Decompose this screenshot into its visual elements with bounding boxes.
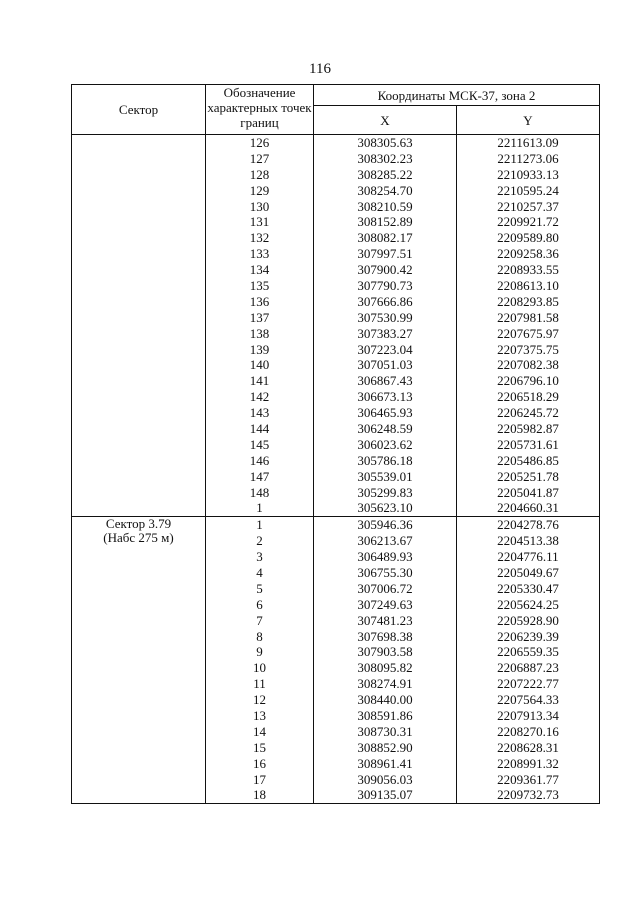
point-cell: 135 [206, 278, 314, 294]
table-row [72, 135, 600, 151]
y-cell: 2210595.24 [457, 183, 600, 199]
x-cell: 308440.00 [314, 692, 457, 708]
x-cell: 308305.63 [314, 135, 457, 151]
x-cell: 308152.89 [314, 214, 457, 230]
x-cell: 306673.13 [314, 389, 457, 405]
point-cell: 130 [206, 199, 314, 215]
y-cell: 2206518.29 [457, 389, 600, 405]
y-cell: 2206245.72 [457, 405, 600, 421]
y-cell: 2205049.67 [457, 565, 600, 581]
y-cell: 2206796.10 [457, 373, 600, 389]
y-cell: 2207082.38 [457, 357, 600, 373]
y-cell: 2205330.47 [457, 581, 600, 597]
y-cell: 2210257.37 [457, 199, 600, 215]
x-cell: 305946.36 [314, 517, 457, 533]
y-cell: 2208270.16 [457, 724, 600, 740]
y-cell: 2204513.38 [457, 533, 600, 549]
x-cell: 305786.18 [314, 453, 457, 469]
x-cell: 307006.72 [314, 581, 457, 597]
y-cell: 2208293.85 [457, 294, 600, 310]
x-cell: 309056.03 [314, 772, 457, 788]
x-cell: 307530.99 [314, 310, 457, 326]
x-cell: 305539.01 [314, 469, 457, 485]
y-cell: 2208613.10 [457, 278, 600, 294]
header-point-designation: Обозначение характерных точек границ [206, 85, 314, 135]
y-cell: 2205251.78 [457, 469, 600, 485]
point-cell: 1 [206, 517, 314, 533]
y-cell: 2207375.75 [457, 342, 600, 358]
point-cell: 11 [206, 676, 314, 692]
point-cell: 16 [206, 756, 314, 772]
point-cell: 133 [206, 246, 314, 262]
x-cell: 308254.70 [314, 183, 457, 199]
header-sector: Сектор [72, 85, 206, 135]
x-cell: 306867.43 [314, 373, 457, 389]
table-row [72, 517, 600, 533]
y-cell: 2207913.34 [457, 708, 600, 724]
x-cell: 309135.07 [314, 788, 457, 804]
point-cell: 6 [206, 597, 314, 613]
x-cell: 305623.10 [314, 500, 457, 516]
point-cell: 129 [206, 183, 314, 199]
y-cell: 2209361.77 [457, 772, 600, 788]
point-cell: 132 [206, 230, 314, 246]
x-cell: 306213.67 [314, 533, 457, 549]
y-cell: 2205982.87 [457, 421, 600, 437]
y-cell: 2207981.58 [457, 310, 600, 326]
x-cell: 308210.59 [314, 199, 457, 215]
point-cell: 4 [206, 565, 314, 581]
x-cell: 306755.30 [314, 565, 457, 581]
sector-cell [72, 517, 206, 804]
table-header [72, 85, 600, 135]
page-number: 116 [309, 61, 331, 77]
point-cell: 127 [206, 151, 314, 167]
x-cell: 307900.42 [314, 262, 457, 278]
x-cell: 306489.93 [314, 549, 457, 565]
x-cell: 307997.51 [314, 246, 457, 262]
x-cell: 308730.31 [314, 724, 457, 740]
coordinates-table [71, 84, 600, 804]
point-cell: 10 [206, 660, 314, 676]
point-cell: 128 [206, 167, 314, 183]
y-cell: 2207564.33 [457, 692, 600, 708]
y-cell: 2209921.72 [457, 214, 600, 230]
y-cell: 2205486.85 [457, 453, 600, 469]
point-cell: 17 [206, 772, 314, 788]
y-cell: 2208628.31 [457, 740, 600, 756]
point-cell: 145 [206, 437, 314, 453]
point-cell: 1 [206, 500, 314, 516]
x-cell: 307383.27 [314, 326, 457, 342]
x-cell: 308852.90 [314, 740, 457, 756]
x-cell: 307481.23 [314, 613, 457, 629]
y-cell: 2206239.39 [457, 629, 600, 645]
point-cell: 3 [206, 549, 314, 565]
table-body [72, 135, 600, 804]
y-cell: 2208933.55 [457, 262, 600, 278]
x-cell: 308095.82 [314, 660, 457, 676]
y-cell: 2205731.61 [457, 437, 600, 453]
y-cell: 2204278.76 [457, 517, 600, 533]
y-cell: 2205928.90 [457, 613, 600, 629]
point-cell: 148 [206, 485, 314, 501]
x-cell: 308302.23 [314, 151, 457, 167]
point-cell: 147 [206, 469, 314, 485]
point-cell: 137 [206, 310, 314, 326]
y-cell: 2209589.80 [457, 230, 600, 246]
y-cell: 2204776.11 [457, 549, 600, 565]
y-cell: 2210933.13 [457, 167, 600, 183]
point-cell: 13 [206, 708, 314, 724]
y-cell: 2207675.97 [457, 326, 600, 342]
x-cell: 306248.59 [314, 421, 457, 437]
x-cell: 308274.91 [314, 676, 457, 692]
point-cell: 134 [206, 262, 314, 278]
point-cell: 14 [206, 724, 314, 740]
sector-cell [72, 135, 206, 517]
point-cell: 142 [206, 389, 314, 405]
point-cell: 18 [206, 788, 314, 804]
x-cell: 307698.38 [314, 629, 457, 645]
y-cell: 2211273.06 [457, 151, 600, 167]
y-cell: 2207222.77 [457, 676, 600, 692]
y-cell: 2209732.73 [457, 788, 600, 804]
point-cell: 144 [206, 421, 314, 437]
y-cell: 2208991.32 [457, 756, 600, 772]
x-cell: 307790.73 [314, 278, 457, 294]
sector-label-line: (Набс 275 м) [103, 530, 174, 546]
point-cell: 8 [206, 629, 314, 645]
x-cell: 307903.58 [314, 645, 457, 661]
x-cell: 308961.41 [314, 756, 457, 772]
y-cell: 2205041.87 [457, 485, 600, 501]
point-cell: 15 [206, 740, 314, 756]
point-cell: 126 [206, 135, 314, 151]
point-cell: 9 [206, 645, 314, 661]
y-cell: 2204660.31 [457, 500, 600, 516]
point-cell: 131 [206, 214, 314, 230]
y-cell: 2205624.25 [457, 597, 600, 613]
point-cell: 146 [206, 453, 314, 469]
x-cell: 307666.86 [314, 294, 457, 310]
point-cell: 7 [206, 613, 314, 629]
point-cell: 139 [206, 342, 314, 358]
point-cell: 136 [206, 294, 314, 310]
point-cell: 138 [206, 326, 314, 342]
header-coordinates: Координаты МСК-37, зона 2 [314, 85, 600, 106]
x-cell: 307051.03 [314, 357, 457, 373]
y-cell: 2211613.09 [457, 135, 600, 151]
x-cell: 306023.62 [314, 437, 457, 453]
point-cell: 143 [206, 405, 314, 421]
x-cell: 308082.17 [314, 230, 457, 246]
point-cell: 5 [206, 581, 314, 597]
point-cell: 12 [206, 692, 314, 708]
point-cell: 141 [206, 373, 314, 389]
x-cell: 308285.22 [314, 167, 457, 183]
y-cell: 2206559.35 [457, 645, 600, 661]
x-cell: 305299.83 [314, 485, 457, 501]
sector-label-line: Сектор 3.79 [105, 516, 172, 532]
x-cell: 307223.04 [314, 342, 457, 358]
x-cell: 308591.86 [314, 708, 457, 724]
x-cell: 306465.93 [314, 405, 457, 421]
y-cell: 2206887.23 [457, 660, 600, 676]
header-y: Y [457, 106, 600, 135]
point-cell: 2 [206, 533, 314, 549]
x-cell: 307249.63 [314, 597, 457, 613]
point-cell: 140 [206, 357, 314, 373]
y-cell: 2209258.36 [457, 246, 600, 262]
header-x: X [314, 106, 457, 135]
